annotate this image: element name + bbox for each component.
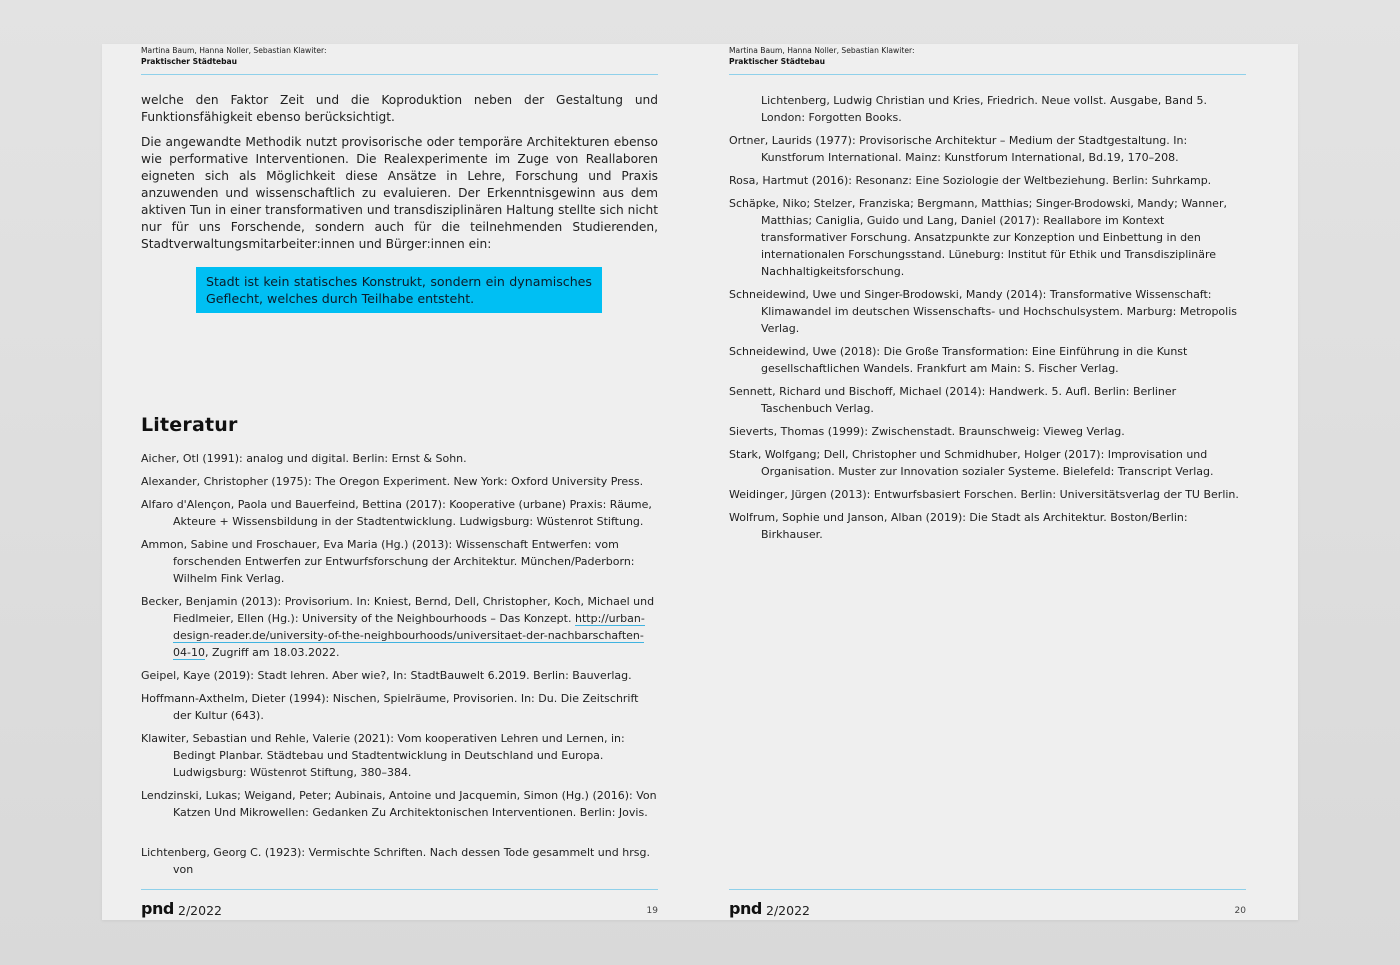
- reference-link[interactable]: http://urban-design-reader.de/university-of-the-neighbourhoods/universitaet-der-nachbarschaften-04-10: [173, 612, 645, 659]
- reference-item: Alexander, Christopher (1975): The Oregon Experiment. New York: Oxford University Press.: [141, 475, 644, 488]
- running-head-title: Praktischer Städtebau: [729, 57, 826, 66]
- page-footer: [729, 898, 1246, 918]
- running-head-title: Praktischer Städtebau: [141, 57, 238, 66]
- reference-item: Ammon, Sabine und Froschauer, Eva Maria (Hg.) (2013): Wissenschaft Entwerfen: vom forschenden Entwerfen zur Entwurfsforschung der Architektur. München/Paderborn: Wilhelm Fink Verlag.: [141, 538, 635, 585]
- reference-item-becker: [141, 593, 658, 661]
- reference-continuation: Lichtenberg, Ludwig Christian und Kries, Friedrich. Neue vollst. Ausgabe, Band 5. London: Forgotten Books.: [761, 94, 1207, 124]
- reference-item: Geipel, Kaye (2019): Stadt lehren. Aber wie?, In: StadtBauwelt 6.2019. Berlin: Bauverlag.: [141, 669, 632, 682]
- reference-text: , Zugriff am 18.03.2022.: [204, 646, 340, 659]
- reference-item: Wolfrum, Sophie und Janson, Alban (2019): Die Stadt als Architektur. Boston/Berlin: Birkhauser.: [729, 511, 1188, 541]
- page-number: 20: [1234, 906, 1246, 916]
- reference-item: Weidinger, Jürgen (2013): Entwurfsbasiert Forschen. Berlin: Universitätsverlag der TU Berlin.: [729, 488, 1239, 501]
- page-footer: [141, 898, 658, 918]
- page-20: [729, 44, 1246, 920]
- paragraph: Die angewandte Methodik nutzt provisorische oder temporäre Architekturen ebenso wie performative Interventionen. Die Realexperimente im Zuge von Reallaboren eigneten sich als Möglichkeit diese Ansätze in Lehre, Forschung und Praxis anzuwenden und wissenschaftlich zu evaluieren. Der Erkenntnisgewinn aus dem aktiven Tun in einer transformativen und transdisziplinären Haltung stellte sich nicht nur für uns Forschende, sondern auch für die teilnehmenden Studierenden, Stadtverwaltungsmitarbeiter:innen und Bürger:innen ein:: [141, 135, 658, 251]
- running-head-authors: Martina Baum, Hanna Noller, Sebastian Klawiter:: [141, 46, 327, 55]
- reference-item: Schneidewind, Uwe (2018): Die Große Transformation: Eine Einführung in die Kunst gesellschaftlichen Wandels. Frankfurt am Main: S. Fischer Verlag.: [729, 345, 1188, 375]
- running-head: [141, 44, 658, 67]
- pull-quote: Stadt ist kein statisches Konstrukt, sondern ein dynamisches Geflecht, welches durch Teilhabe entsteht.: [196, 267, 602, 313]
- pnd-logo: pnd: [729, 899, 762, 918]
- issue-number: 2/2022: [178, 903, 222, 918]
- footer-rule: [729, 889, 1246, 890]
- pnd-logo: pnd: [141, 899, 174, 918]
- footer-rule: [141, 889, 658, 890]
- reference-item: Lichtenberg, Georg C. (1923): Vermischte Schriften. Nach dessen Tode gesammelt und hrsg. von: [141, 846, 650, 876]
- page-19: [141, 44, 658, 920]
- reference-item: Schäpke, Niko; Stelzer, Franziska; Bergmann, Matthias; Singer-Brodowski, Mandy; Wanner, Matthias; Caniglia, Guido und Lang, Daniel (2017): Reallabore im Kontext transformativer Forschung. Ansatzpunkte zur Konzeption und Einbettung in den internationalen Forschungsstand. Lüneburg: Institut für Ethik und Transdisziplinäre Nachhaltigkeitsforschung.: [729, 197, 1227, 278]
- reference-item: Schneidewind, Uwe und Singer-Brodowski, Mandy (2014): Transformative Wissenschaft: Klimawandel im deutschen Wissenschafts- und Hochschulsystem. Marburg: Metropolis Verlag.: [729, 288, 1237, 335]
- page-number: 19: [646, 906, 658, 916]
- reference-text: Becker, Benjamin (2013): Provisorium. In: Kniest, Bernd, Dell, Christopher, Koch, Michael und Fiedlmeier, Ellen (Hg.): University of the Neighbourhoods – Das Konzept.: [141, 595, 655, 625]
- magazine-spread: [102, 44, 1298, 920]
- section-title-literatur: Literatur: [141, 414, 238, 436]
- reference-item: Aicher, Otl (1991): analog und digital. Berlin: Ernst & Sohn.: [141, 452, 467, 465]
- reference-item: Sieverts, Thomas (1999): Zwischenstadt. Braunschweig: Vieweg Verlag.: [729, 425, 1125, 438]
- running-head: [729, 44, 1246, 67]
- header-rule: [141, 74, 658, 75]
- paragraph: welche den Faktor Zeit und die Koproduktion neben der Gestaltung und Funktionsfähigkeit ebenso berücksichtigt.: [141, 93, 658, 124]
- reference-item: Rosa, Hartmut (2016): Resonanz: Eine Soziologie der Weltbeziehung. Berlin: Suhrkamp.: [729, 174, 1212, 187]
- reference-item: Stark, Wolfgang; Dell, Christopher und Schmidhuber, Holger (2017): Improvisation und Organisation. Muster zur Innovation sozialer Systeme. Bielefeld: Transcript Verlag.: [729, 448, 1214, 478]
- reference-item: Hoffmann-Axthelm, Dieter (1994): Nischen, Spielräume, Provisorien. In: Du. Die Zeitschrift der Kultur (643).: [141, 692, 639, 722]
- running-head-authors: Martina Baum, Hanna Noller, Sebastian Klawiter:: [729, 46, 915, 55]
- reference-list: [141, 450, 658, 884]
- reference-list-continued: [729, 92, 1246, 549]
- reference-item: Alfaro d'Alençon, Paola und Bauerfeind, Bettina (2017): Kooperative (urbane) Praxis: Räume, Akteure + Wissensbildung in der Stadtentwicklung. Ludwigsburg: Wüstenrot Stiftung.: [141, 498, 652, 528]
- reference-item: Sennett, Richard und Bischoff, Michael (2014): Handwerk. 5. Aufl. Berlin: Berliner Taschenbuch Verlag.: [729, 385, 1177, 415]
- reference-item: Ortner, Laurids (1977): Provisorische Architektur – Medium der Stadtgestaltung. In: Kunstforum International. Mainz: Kunstforum International, Bd.19, 170–208.: [729, 134, 1188, 164]
- header-rule: [729, 74, 1246, 75]
- reference-item: Klawiter, Sebastian und Rehle, Valerie (2021): Vom kooperativen Lehren und Lernen, in: Bedingt Planbar. Städtebau und Stadtentwicklung in Deutschland und Europa. Ludwigsburg: Wüstenrot Stiftung, 380–384.: [141, 732, 625, 779]
- issue-number: 2/2022: [766, 903, 810, 918]
- body-text: [141, 92, 658, 261]
- reference-item: Lendzinski, Lukas; Weigand, Peter; Aubinais, Antoine und Jacquemin, Simon (Hg.) (2016): Von Katzen Und Mikrowellen: Gedanken Zu Architektonischen Interventionen. Berlin: Jovis.: [141, 789, 657, 819]
